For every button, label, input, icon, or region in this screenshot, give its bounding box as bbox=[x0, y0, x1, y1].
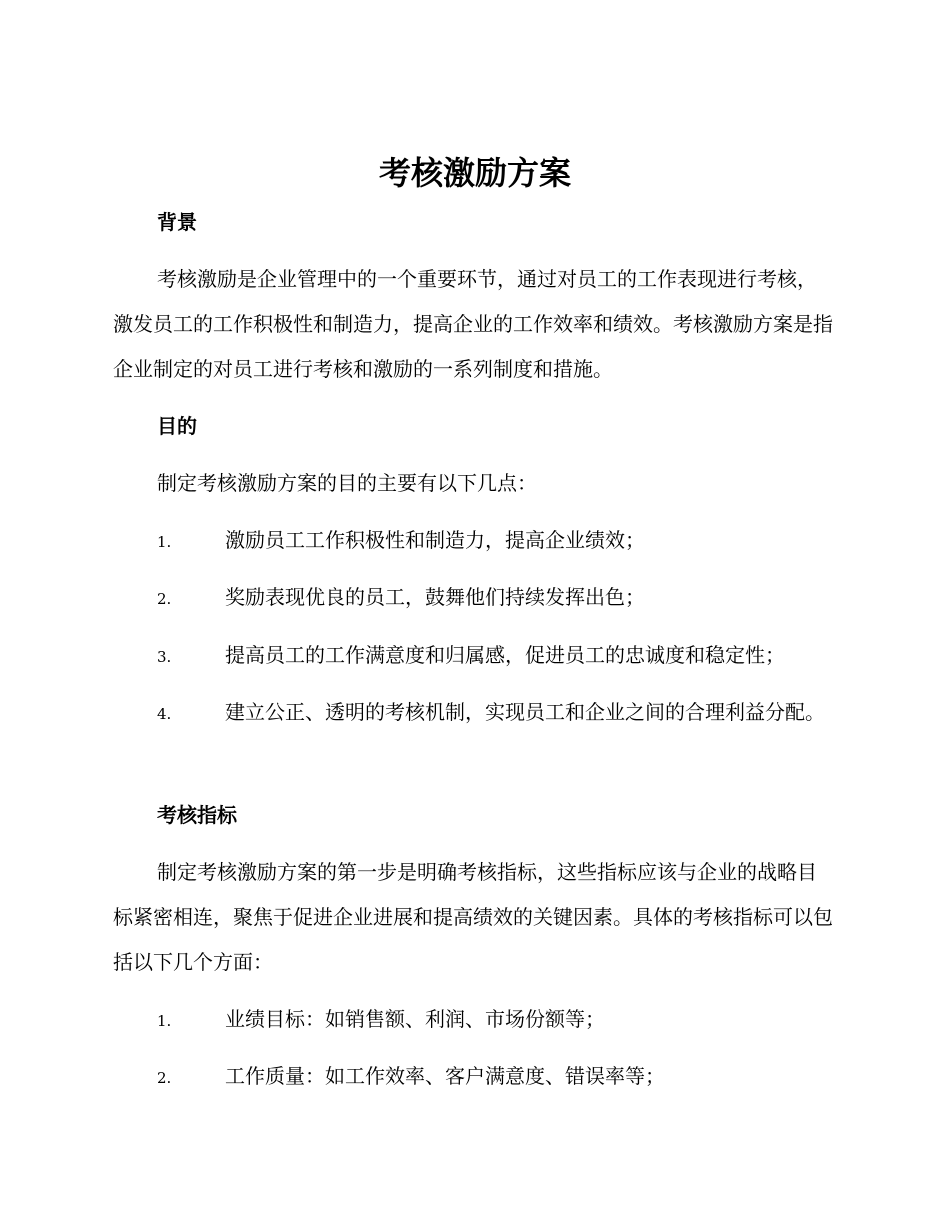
indicators-list-item bbox=[113, 1054, 833, 1101]
list-number: 2. bbox=[157, 1069, 172, 1087]
purpose-list-item bbox=[113, 518, 833, 565]
list-number: 2. bbox=[157, 590, 172, 608]
list-number: 3. bbox=[157, 648, 172, 666]
list-item-text: 建立公正、透明的考核机制，实现员工和企业之间的合理利益分配。 bbox=[225, 700, 825, 724]
list-number: 1. bbox=[157, 533, 172, 551]
purpose-list-item bbox=[113, 633, 833, 680]
indicators-intro: 制定考核激励方案的第一步是明确考核指标，这些指标应该与企业的战略目标紧密相连，聚焦于促进企业进展和提高绩效的关键因素。具体的考核指标可以包括以下几个方面： bbox=[113, 860, 833, 974]
document-title: 考核激励方案 bbox=[378, 154, 571, 192]
list-item-text: 工作质量：如工作效率、客户满意度、错误率等； bbox=[225, 1064, 665, 1088]
list-number: 4. bbox=[157, 705, 172, 723]
list-number: 1. bbox=[157, 1012, 172, 1030]
indicators-list-item bbox=[113, 997, 833, 1044]
section-heading-indicators: 考核指标 bbox=[157, 803, 237, 827]
purpose-intro: 制定考核激励方案的目的主要有以下几点： bbox=[157, 471, 537, 495]
section-heading-background: 背景 bbox=[157, 210, 197, 234]
purpose-list-item bbox=[113, 575, 833, 622]
purpose-list-item bbox=[113, 690, 833, 737]
list-item-text: 提高员工的工作满意度和归属感，促进员工的忠诚度和稳定性； bbox=[225, 643, 785, 667]
list-item-text: 激励员工工作积极性和制造力，提高企业绩效； bbox=[225, 528, 645, 552]
background-paragraph: 考核激励是企业管理中的一个重要环节，通过对员工的工作表现进行考核，激发员工的工作积极性和制造力，提高企业的工作效率和绩效。考核激励方案是指企业制定的对员工进行考核和激励的一系列制度和措施。 bbox=[113, 267, 833, 381]
list-item-text: 业绩目标：如销售额、利润、市场份额等； bbox=[225, 1007, 605, 1031]
list-item-text: 奖励表现优良的员工，鼓舞他们持续发挥出色； bbox=[225, 585, 645, 609]
section-heading-purpose: 目的 bbox=[157, 414, 197, 438]
